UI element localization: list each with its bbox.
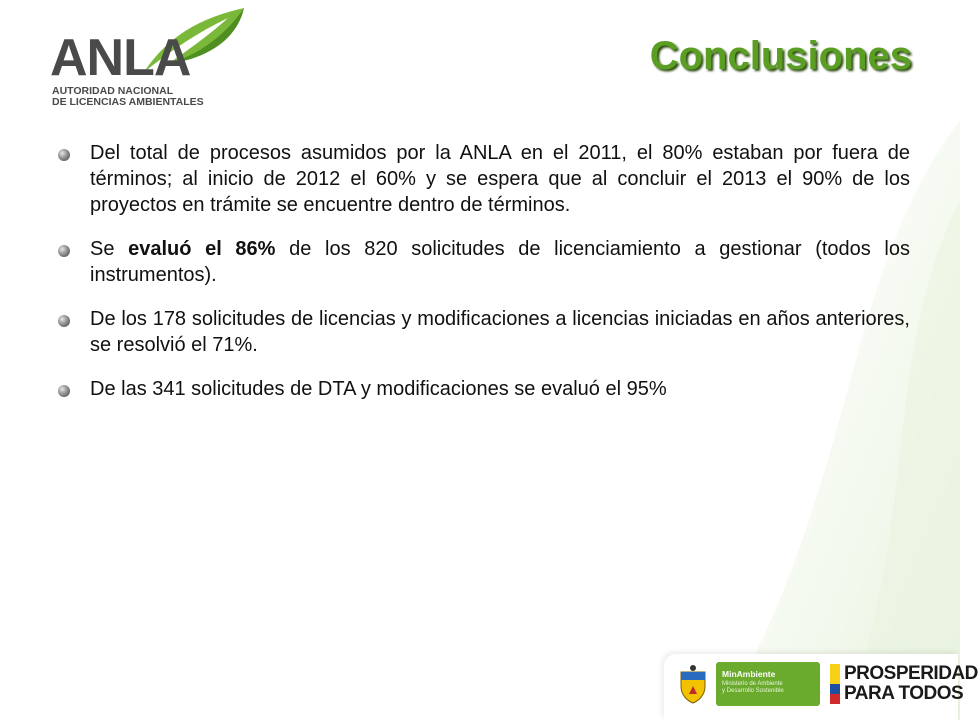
ministry-subtitle	[722, 681, 784, 695]
bullet-item	[56, 140, 910, 218]
ministry-subtitle-line2: y Desarrollo Sostenible	[722, 688, 784, 694]
bullet-icon	[58, 149, 70, 161]
anla-subtitle-line2: DE LICENCIAS AMBIENTALES	[52, 96, 204, 108]
bullet-list	[56, 140, 910, 420]
bullet-text-pre: Se	[90, 238, 129, 260]
bullet-text: De las 341 solicitudes de DTA y modificaciones se evaluó el 95%	[90, 378, 667, 400]
minambiente-logo	[716, 662, 820, 706]
anla-logo	[46, 6, 246, 112]
slogan-line2: PARA TODOS	[844, 683, 964, 704]
slogan-logo	[844, 664, 978, 704]
ministry-title: MinAmbiente	[722, 669, 776, 679]
anla-subtitle-line1: AUTORIDAD NACIONAL	[52, 85, 174, 97]
bullet-item	[56, 236, 910, 288]
anla-subtitle	[52, 86, 204, 108]
bullet-item	[56, 306, 910, 358]
ministry-subtitle-line1: Ministerio de Ambiente	[722, 681, 783, 687]
bullet-text-bold: evaluó el 86%	[128, 238, 276, 260]
anla-wordmark: ANLA	[50, 29, 191, 87]
slide-title: Conclusiones	[649, 34, 912, 78]
bullet-icon	[58, 385, 70, 397]
bullet-icon	[58, 245, 70, 257]
bullet-item	[56, 376, 910, 402]
bullet-text: De los 178 solicitudes de licencias y modificaciones a licencias iniciadas en años anteriores, se resolvió el 71%.	[90, 308, 910, 356]
colombia-flag-icon	[830, 664, 840, 704]
slogan-line1: PROSPERIDAD	[844, 663, 978, 684]
coat-of-arms-icon	[678, 664, 708, 704]
bullet-text: Del total de procesos asumidos por la ANLA en el 2011, el 80% estaban por fuera de términos; al inicio de 2012 el 60% y se espera que al concluir el 2013 el 90% de los proyectos en trámite se encuentre dentro de términos.	[90, 142, 910, 216]
bullet-icon	[58, 315, 70, 327]
bullet-text-post: de los 820 solicitudes de licenciamiento a gestionar (todos los instrumentos).	[90, 238, 910, 286]
footer-logos	[664, 654, 978, 720]
